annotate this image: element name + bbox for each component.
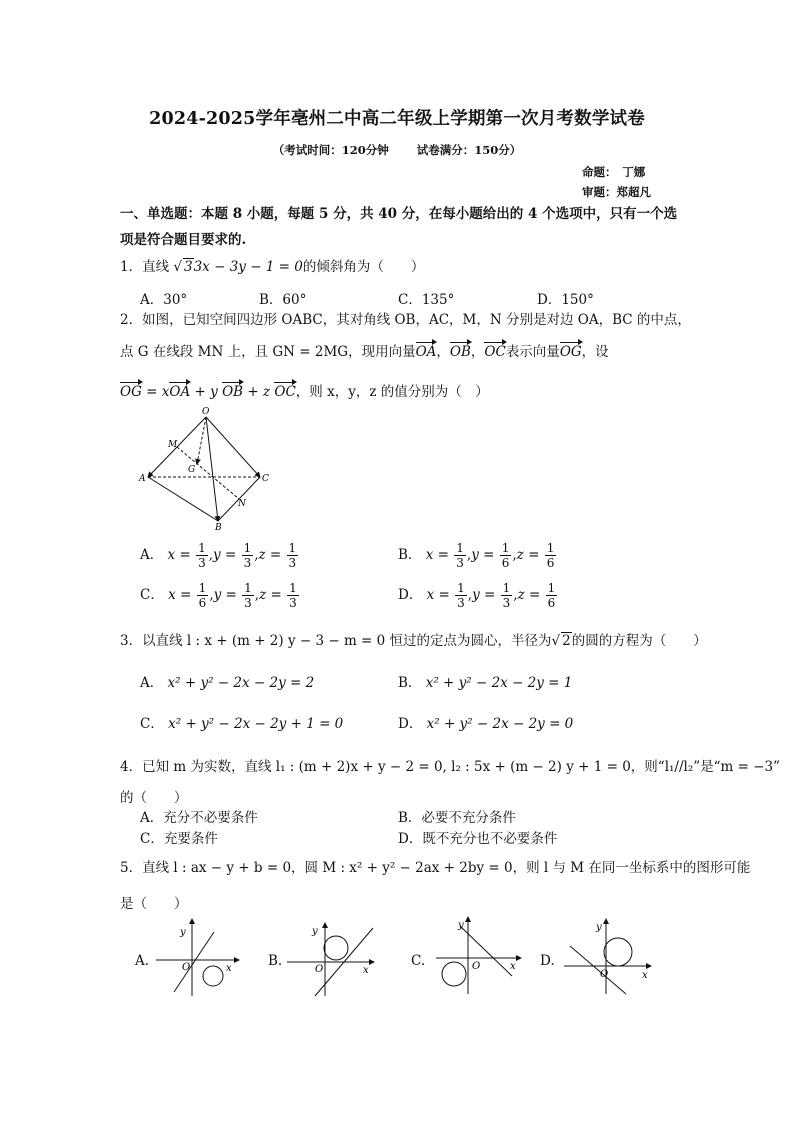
q5-option-c-label[interactable]: C.: [411, 953, 426, 969]
setter: 命题： 丁娜: [582, 165, 646, 179]
exam-time: （考试时间：120分钟: [272, 143, 389, 157]
q1-pre: 直线: [142, 259, 170, 275]
q4-option-d[interactable]: D．既不充分也不必要条件: [398, 831, 558, 847]
q1-equation: 3x − 3y − 1 = 0: [193, 259, 303, 275]
axis-x-label: x: [226, 963, 232, 974]
svg-text:y: y: [312, 926, 318, 937]
q4-option-a[interactable]: A．充分不必要条件: [140, 810, 258, 826]
q1-option-b[interactable]: B．60°: [259, 292, 307, 308]
exam-subtitle: [0, 142, 794, 158]
svg-text:O: O: [472, 961, 481, 972]
q5-graph-d[interactable]: [560, 916, 654, 996]
q2-option-b[interactable]: B． x = $\frac{1}{3}$ ,y = $\frac{1}{6}$ ,z = $\frac{1}{6}$: [398, 541, 555, 570]
q2-option-d[interactable]: D． x = $\frac{1}{3}$ ,y = $\frac{1}{3}$ ,z = $\frac{1}{6}$: [398, 581, 556, 610]
q5-graph-a[interactable]: [152, 918, 240, 998]
exam-title: 2024-2025学年亳州二中高二年级上学期第一次月考数学试卷: [149, 109, 645, 129]
question-3-stem: 3．以直线 l : x + (m + 2) y − 3 − m = 0 恒过的定点为圆心，半径为√ 2的圆的方程为（ ）: [120, 633, 707, 649]
label-m: M: [168, 440, 178, 450]
tetrahedron-figure: [138, 405, 273, 533]
q3-option-c[interactable]: C． x² + y² − 2x − 2y + 1 = 0: [140, 716, 344, 732]
question-2-line2: 点 G 在线段 MN 上，且 GN = 2MG，现用向量OA，OB，OC表示向量OG，设: [120, 340, 609, 360]
q5-option-d-label[interactable]: D.: [540, 953, 555, 969]
vector-oa: OA: [416, 341, 437, 360]
label-a: A: [139, 474, 146, 484]
svg-text:O: O: [315, 964, 324, 975]
svg-text:x: x: [642, 970, 648, 981]
full-score: 试卷满分：150分）: [416, 143, 522, 157]
sqrt-radicand: 3: [184, 259, 193, 275]
q1-post: 的倾斜角为（ ）: [302, 259, 425, 275]
q1-option-c[interactable]: C．135°: [398, 292, 455, 308]
question-4-stem: 4．已知 m 为实数，直线 l₁ : (m + 2)x + y − 2 = 0, l₂ : 5x + (m − 2) y + 1 = 0，则“l₁//l₂”是“m = −3”: [120, 759, 781, 775]
q3-option-d[interactable]: D． x² + y² − 2x − 2y = 0: [398, 716, 574, 732]
q1-number: 1．: [120, 259, 143, 275]
q2-option-a[interactable]: A． x = $\frac{1}{3}$ ,y = $\frac{1}{3}$ ,z = $\frac{1}{3}$: [140, 541, 297, 570]
svg-text:x: x: [363, 965, 369, 976]
q4-option-b[interactable]: B．必要不充分条件: [398, 810, 516, 826]
sqrt-sign: √: [173, 259, 182, 275]
vector-og: OG: [560, 341, 582, 360]
reviewer: 审题：郑超凡: [582, 185, 651, 199]
svg-text:y: y: [458, 920, 464, 931]
question-2-line1: 2．如图，已知空间四边形 OABC，其对角线 OB，AC，M，N 分别是对边 OA，BC 的中点，: [120, 312, 691, 328]
origin-label: O: [182, 962, 191, 973]
q3-option-b[interactable]: B． x² + y² − 2x − 2y = 1: [398, 675, 573, 691]
q3-option-a[interactable]: A． x² + y² − 2x − 2y = 2: [140, 675, 315, 691]
q1-option-a[interactable]: A．30°: [140, 292, 188, 308]
question-1-stem: [120, 255, 424, 275]
label-b: B: [215, 523, 222, 533]
q2-option-c[interactable]: C． x = $\frac{1}{6}$ ,y = $\frac{1}{3}$ ,z = $\frac{1}{3}$: [140, 581, 297, 610]
q4-option-c[interactable]: C．充要条件: [140, 831, 218, 847]
svg-text:x: x: [510, 961, 516, 972]
q5-graph-b[interactable]: [285, 920, 377, 998]
q1-option-d[interactable]: D．150°: [537, 292, 594, 308]
question-5-stem2: 是（ ）: [120, 896, 188, 912]
axis-y-label: y: [180, 927, 186, 938]
label-n: N: [238, 499, 246, 509]
vector-ob: OB: [450, 341, 471, 360]
label-g: G: [188, 465, 196, 475]
label-o: O: [202, 407, 210, 417]
question-5-stem: 5．直线 l : ax − y + b = 0，圆 M : x² + y² − 2ax + 2by = 0，则 l 与 M 在同一坐标系中的图形可能: [120, 860, 751, 876]
q5-option-a-label[interactable]: A.: [135, 953, 150, 969]
q5-graph-c[interactable]: [432, 914, 524, 998]
question-2-line3: OG = xOA + y OB + z OC，则 x，y，z 的值分别为（ ）: [120, 380, 489, 400]
svg-text:O: O: [600, 969, 609, 980]
vector-oc: OC: [484, 341, 505, 360]
q5-option-b-label[interactable]: B.: [268, 953, 283, 969]
label-c: C: [262, 474, 269, 484]
svg-text:y: y: [596, 922, 602, 933]
section-heading: 一、单选题：本题 8 小题，每题 5 分，共 40 分，在每小题给出的 4 个选项中，只有一个选项是符合题目要求的.: [120, 206, 678, 248]
question-4-stem2: 的（ ）: [120, 790, 188, 806]
